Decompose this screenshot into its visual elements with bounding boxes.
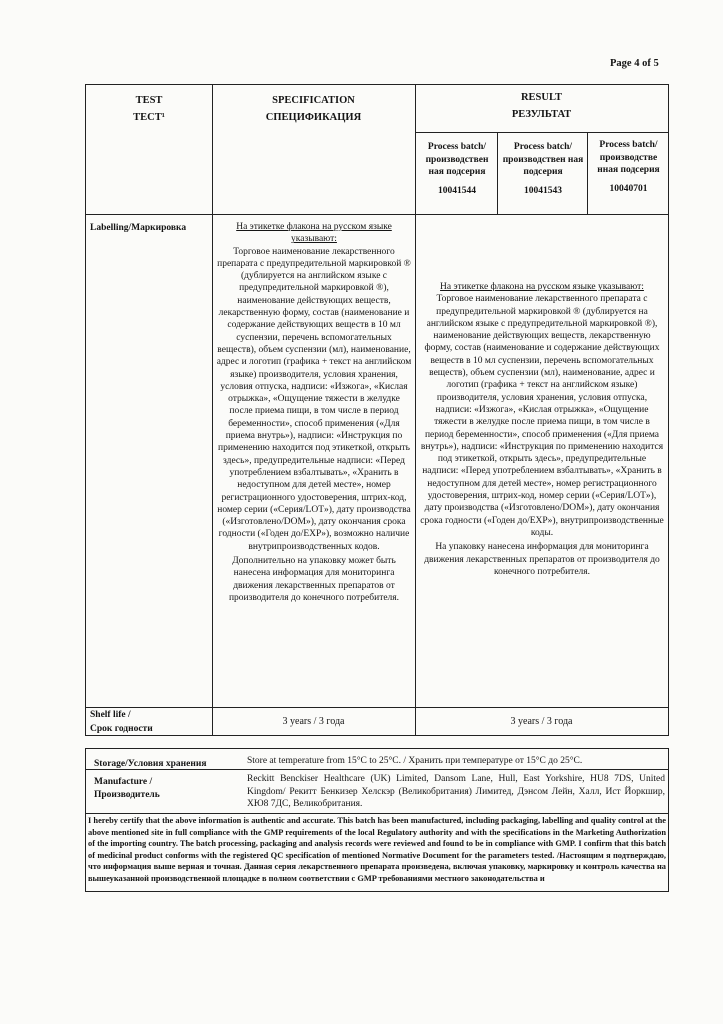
col-divider-2: [415, 85, 416, 735]
batch-1: [417, 141, 497, 197]
spec-header-ru: СПЕЦИФИКАЦИЯ: [265, 112, 362, 123]
batch-1-label: Process batch/ производствен ная подсерия: [425, 142, 489, 177]
result-header: [415, 89, 668, 123]
certification-text: I hereby certify that the above information is authentic and accurate. This batch has been manufactured, including packaging, labelling and quality control at the above mentioned site in full compliance with the GMP requirements of the local Regulatory authority and with the specifications in the Marketing Authorization of the importing country. The batch processing, packaging and analysis records were reviewed and found to be in compliance with GMP. I confirm that this batch of medicinal product conforms with the registered QC specification of mentioned Normative Document for the parameters tested. /Настоящим я подтверждаю, что информация выше верная и точная. Данная серия лекарственного препарата произведена, включая упаковку, маркировку и контроль качества на вышеуказанной производственной площадке в полном соответствии с GMP требованиями местного законодательства и: [88, 816, 666, 883]
labelling-result: [420, 281, 664, 578]
manufacture-label-ru: Производитель: [94, 789, 160, 800]
batch-divider-1: [497, 133, 498, 214]
labelling-test: Labelling/Маркировка: [90, 223, 187, 233]
labelling-spec-body: Торговое наименование лекарственного препарата с предупредительной маркировкой ® (дублируется на английском языке с предупредительной маркировкой ®), наименование действующих веществ, лекарственную форму, состав (наименование и содержание действующих веществ в 10 мл суспензии, перечень вспомогательных веществ), объем суспензии (мл), наименование, адрес и логотип (графика + текст на английском языке) производителя, условия хранения, условия отпуска, надписи: «Изжога», «Кислая отрыжка», «Ощущение тяжести в желудке после приема пищи, в том числе в период беременности», способ применения («Для приема внутрь»), надписи: «Инструкция по применению находится под этикеткой, открыть здесь», предупредительные надписи: «Перед употреблением взбалтывать», «Хранить в недоступном для детей месте», номер регистрационного удостоверения, штрих-код, номер серии («Серия/LOT»), дату производства («Изготовлено/DOM»), дату окончания срока годности («Годен до/EXP»), возможно наличие внутрипроизводственных кодов.: [216, 246, 412, 552]
header-bottom-line: [86, 214, 668, 215]
storage-text: Store at temperature from 15°C to 25°C. / Хранить при температуре от 15°C до 25°C.: [247, 756, 583, 766]
batch-3-number: 10040701: [609, 183, 648, 194]
storage-label: Storage/Условия хранения: [94, 759, 207, 769]
col-divider-1: [212, 85, 213, 735]
test-header: [86, 92, 212, 126]
manufacture-bottom-line: [86, 813, 668, 814]
batch-2-number: 10041543: [524, 185, 562, 196]
shelf-life-test-ru: Срок годности: [90, 724, 153, 734]
result-sub-line: [415, 132, 668, 133]
labelling-spec-extra: Дополнительно на упаковку может быть нанесена информация для мониторинга движения лекарственных препаратов от производителя до конечного потребителя.: [228, 556, 400, 603]
labelling-result-extra: На упаковку нанесена информация для мониторинга движения лекарственных препаратов от производителя до конечного потребителя.: [424, 542, 660, 577]
labelling-result-heading: На этикетке флакона на русском языке указывают:: [440, 282, 644, 292]
shelf-life-test: [90, 708, 212, 736]
shelf-life-spec: 3 years / 3 года: [282, 716, 345, 727]
labelling-result-body: Торговое наименование лекарственного препарата с предупредительной маркировкой ® (дублируется на английском языке с предупредительной маркировкой ®), наименование действующих веществ, лекарственную форму, состав (наименование и содержание действующих веществ в 10 мл суспензии, перечень вспомогательных веществ), объем суспензии (мл), наименование, адрес и логотип (графика + текст на английском языке) производителя, условия хранения, условия отпуска, надписи: «Изжога», «Кислая отрыжка», «Ощущение тяжести в желудке после приема пищи, в том числе в период беременности», способ применения («Для приема внутрь»), надписи: «Инструкция по применению находится под этикеткой, открыть здесь», предупредительные надписи: «Перед употреблением взбалтывать», «Хранить в недоступном для детей месте», номер регистрационного удостоверения, штрих-код, номер серии («Серия/LOT»), дату производства («Изготовлено/DOM»), дату окончания срока годности («Годен до/EXP»), внутрипроизводственные коды.: [420, 294, 664, 538]
spec-header: [212, 92, 415, 126]
results-table: [85, 84, 669, 736]
batch-2-label: Process batch/ производствен ная подсерия: [502, 142, 584, 177]
labelling-spec: [216, 221, 412, 604]
shelf-life-test-en: Shelf life /: [90, 710, 131, 720]
labelling-spec-heading: На этикетке флакона на русском языке указывают:: [236, 222, 392, 245]
test-header-en: TEST: [135, 95, 163, 106]
batch-1-number: 10041544: [438, 185, 476, 196]
batch-3-label: Process batch/ производстве нная подсерия: [597, 140, 660, 175]
page-number: Page 4 of 5: [610, 58, 659, 69]
spec-header-en: SPECIFICATION: [272, 95, 355, 106]
manufacture-text: Reckitt Benckiser Healthcare (UK) Limited, Dansom Lane, Hull, East Yorkshire, HU8 7DS, United Kingdom/ Рекитт Бенкизер Хелскэр (Великобритания) Лимитед, Дэнсом Лейн, Халл, Ист Йоркшир, ХЮ8 7ДС, Великобритания.: [247, 774, 665, 809]
batch-divider-2: [587, 133, 588, 214]
manufacture-label-en: Manufacture /: [94, 777, 153, 787]
test-header-ru: ТЕСТ¹: [133, 112, 165, 123]
manufacture-label: [94, 776, 244, 801]
result-header-en: RESULT: [520, 92, 563, 103]
shelf-life-result: 3 years / 3 года: [510, 716, 573, 727]
result-header-ru: РЕЗУЛЬТАТ: [511, 109, 572, 120]
batch-2: [499, 141, 587, 197]
batch-3: [589, 139, 668, 195]
